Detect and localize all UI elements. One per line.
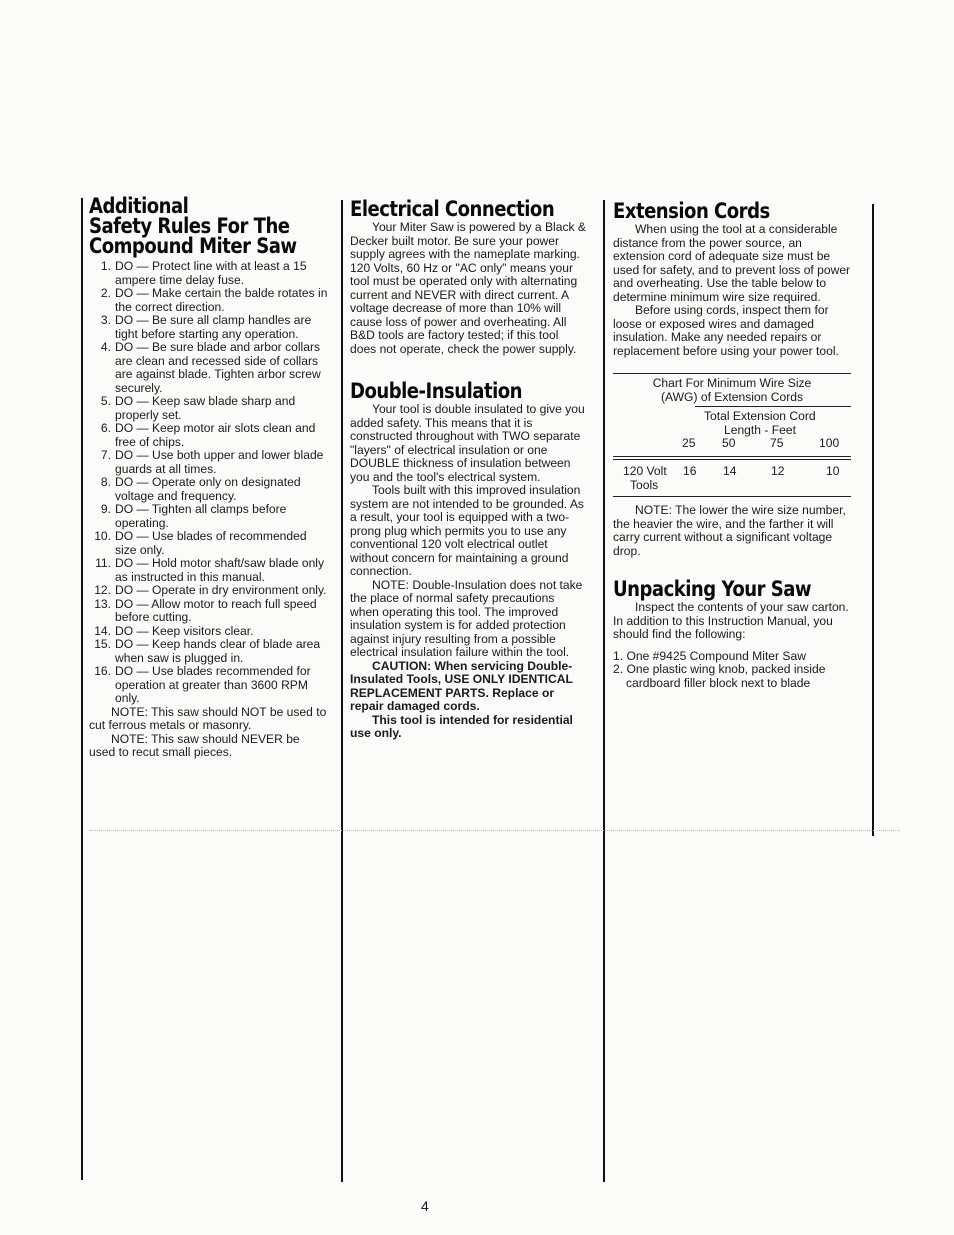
list-item: 11. DO — Hold motor shaft/saw blade only as instructed in this manual. (95, 556, 325, 584)
table-data-row (613, 465, 851, 479)
extension-cords-heading: Extension Cords (613, 199, 770, 223)
extension-column (613, 200, 851, 690)
wire-size-table (613, 373, 851, 497)
double-insulation-heading: Double-Insulation (350, 379, 522, 403)
list-item: 15. DO — Keep hands clear of blade area when saw is plugged in. (94, 637, 321, 665)
safety-rules-list (89, 260, 329, 706)
heading-line-3: Compound Miter Saw (89, 234, 297, 258)
list-item: 10. DO — Use blades of recommended size only. (94, 529, 307, 557)
list-item: 13. DO — Allow motor to reach full speed before cutting. (94, 596, 317, 624)
insulation-paragraph-1: Your tool is double insulated to give you added safety. This means that it is constructed throughout with TWO separate "layers" of electrical insulation or one DOUBLE thickness of insulation between you and the tool's electrical system. (350, 402, 585, 484)
caution-text: CAUTION: When servicing Double-Insulated Tools, USE ONLY IDENTICAL REPLACEMENT PARTS. Replace or repair damaged cords. (350, 658, 573, 713)
list-item: 16. DO — Use blades recommended for operation at greater than 3600 RPM only. (94, 664, 311, 705)
table-top-rule (613, 373, 851, 374)
list-item: 1. One #9425 Compound Miter Saw (613, 648, 806, 663)
length-cell: 50 (722, 436, 736, 450)
list-item: 5. DO — Keep saw blade sharp and properly set. (100, 394, 296, 422)
list-item: 8. DO — Operate only on designated voltage and frequency. (100, 475, 301, 503)
safety-rules-column (89, 196, 329, 760)
list-item: 2. DO — Make certain the balde rotates in the correct direction. (100, 286, 328, 314)
list-item: 9. DO — Tighten all clamps before operating. (100, 502, 287, 530)
list-item: 6. DO — Keep motor air slots clean and free of chips. (100, 421, 316, 449)
list-item: 7. DO — Use both upper and lower blade guards at all times. (100, 448, 324, 476)
electrical-column (350, 198, 586, 741)
table-title-line-1: Chart For Minimum Wire Size (652, 376, 812, 390)
column-rule-middle-right (603, 200, 605, 1182)
heading-line-2: Safety Rules For The (89, 214, 290, 238)
scan-dotted-line (90, 830, 900, 831)
column-rule-right (872, 204, 874, 836)
wire-size-note: NOTE: The lower the wire size number, the heavier the wire, and the farther it will carry current without a significant voltage drop. (613, 503, 846, 558)
heading-line-1: Additional (89, 194, 189, 218)
safety-rules-heading (89, 196, 295, 256)
length-cell: 25 (682, 436, 696, 450)
length-cell: 75 (770, 436, 784, 450)
table-header-line-1: Total Extension Cord (704, 409, 816, 423)
size-cell: 16 (683, 464, 697, 478)
table-title-rule (695, 406, 851, 407)
table-header-line-2: Length - Feet (724, 422, 796, 437)
table-data-row-2 (613, 479, 851, 493)
list-item: 1. DO — Protect line with at least a 15 ampere time delay fuse. (100, 259, 307, 287)
table-length-row (613, 437, 851, 451)
insulation-paragraph-2: Tools built with this improved insulation system are not intended to be grounded. As a result, your tool is equipped with a two-prong plug which permits you to use any conventional 120 volt electrical outlet without concern for maintaining a ground connection. (350, 483, 584, 578)
page-number: 4 (421, 1198, 429, 1214)
table-bottom-rule (613, 496, 851, 497)
column-rule-middle-left (341, 200, 343, 1182)
table-header-rule (613, 456, 851, 457)
table-title-line-2: (AWG) of Extension Cords (660, 389, 804, 404)
size-cell: 10 (826, 464, 840, 478)
note-small-pieces: NOTE: This saw should NEVER be used to recut small pieces. (89, 731, 300, 759)
unpacking-heading: Unpacking Your Saw (613, 577, 812, 601)
list-item: 14. DO — Keep visitors clear. (94, 623, 254, 638)
row-label-2: Tools (630, 478, 659, 492)
unpacking-paragraph: Inspect the contents of your saw carton. In addition to this Instruction Manual, you should find the following: (613, 600, 849, 641)
column-rule-left (81, 198, 83, 1180)
list-item: 12. DO — Operate in dry environment only. (94, 583, 327, 597)
row-label: 120 Volt (623, 464, 667, 478)
list-item: 2. One plastic wing knob, packed inside cardboard filler block next to blade (613, 662, 826, 690)
note-ferrous: NOTE: This saw should NOT be used to cut ferrous metals or masonry. (89, 704, 327, 732)
electrical-paragraph: Your Miter Saw is powered by a Black & Decker built motor. Be sure your power supply agrees with the nameplate marking. 120 Volts, 60 Hz or "AC only" means your tool must be operated only with alternating current and NEVER with direct current. A voltage decrease of more than 10% will cause loss of power and overheating. All B&D tools are factory tested; if this tool does not operate, check the power supply. (350, 220, 586, 356)
list-item: 3. DO — Be sure all clamp handles are tight before starting any operation. (100, 313, 312, 341)
residential-use-text: This tool is intended for residential use only. (350, 712, 573, 740)
length-cell: 100 (819, 436, 840, 450)
size-cell: 12 (771, 464, 785, 478)
electrical-connection-heading: Electrical Connection (350, 197, 555, 221)
size-cell: 14 (723, 464, 737, 478)
unpacking-list (613, 650, 851, 691)
table-header-rule-2 (613, 459, 851, 460)
insulation-note: NOTE: Double-Insulation does not take the place of normal safety precautions when operating this tool. The improved insulation system is for added protection against injury resulting from a possible electrical insulation failure within the tool. (350, 577, 583, 659)
list-item: 4. DO — Be sure blade and arbor collars are clean and recessed side of collars are against blade. Tighten arbor screw securely. (100, 340, 321, 395)
extension-paragraph-1: When using the tool at a considerable distance from the power source, an extension cord of adequate size must be used for safety, and to prevent loss of power and overheating. Use the table below to determine minimum wire size required. (613, 222, 851, 304)
extension-paragraph-2: Before using cords, inspect them for loose or exposed wires and damaged insulation. Make any needed repairs or replacement before using your power tool. (613, 303, 839, 358)
